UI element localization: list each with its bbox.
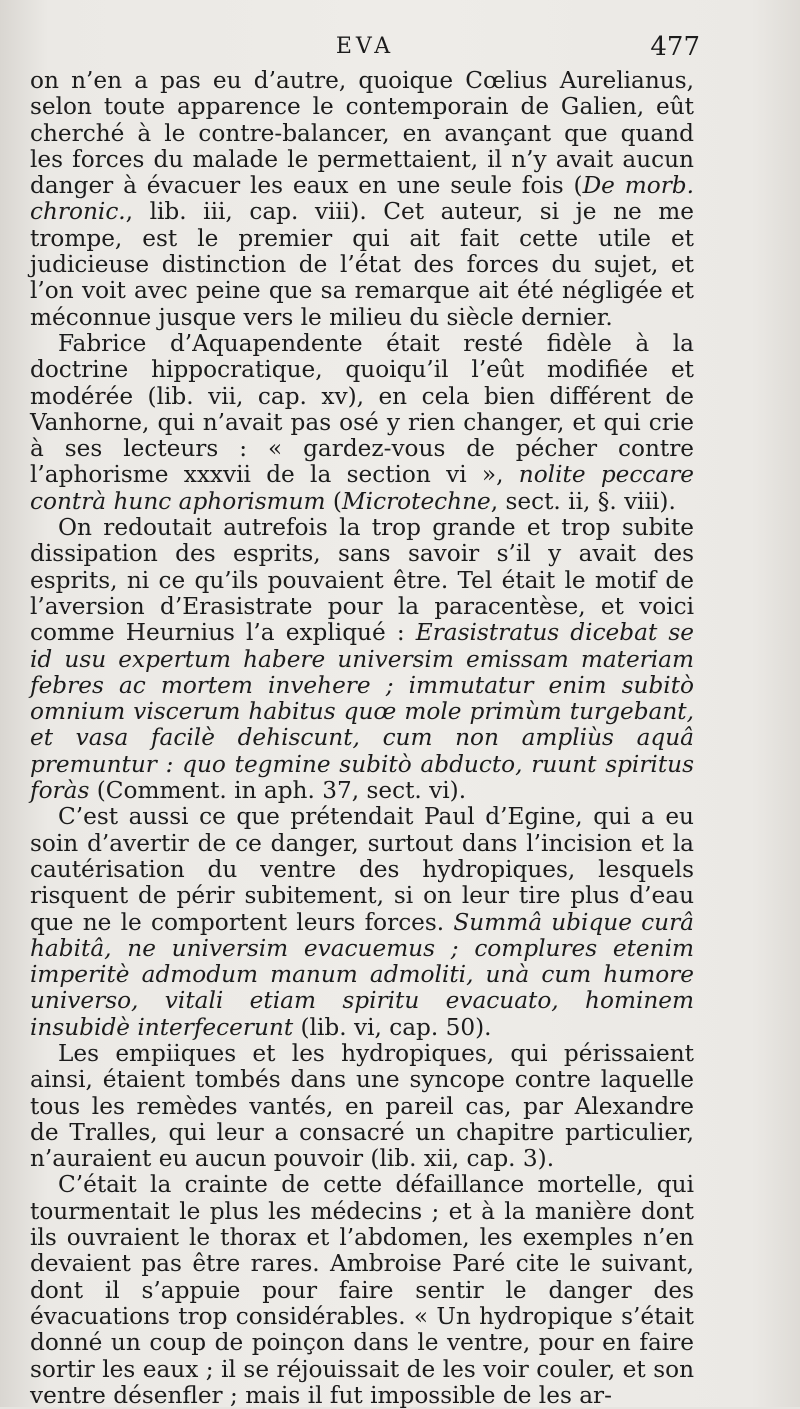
text-segment: , lib. iii, cap. viii). Cet auteur, si je ne me trompe, est le premier qui ait fait cette utile et judicieuse distinction de l’état des forces du sujet, et l’on voit avec peine que sa remarque ait été négligée et méconnue jusque vers le milieu du siècle dernier. xyxy=(30,198,694,331)
paragraph xyxy=(30,1172,694,1409)
text-segment: C’était la crainte de cette défaillance mortelle, qui tourmentait le plus les médecins ; et à la manière dont ils ouvraient le thorax et l’abdomen, les exemples n’en devaient pas être rares. Ambroise Paré cite le suivant, dont il s’appuie pour faire sentir le danger des évacuations trop considérables. « Un hydropique s’était donné un coup de poinçon dans le ventre, pour en faire sortir les eaux ; il se réjouissait de les voir couler, et son ventre désenfler ; mais il fut impossible de les ar- xyxy=(30,1171,694,1409)
italic-text-segment: Erasistratus dicebat se id usu expertum habere universim emissam materiam febres ac mortem invehere ; immutatur enim subitò omnium viscerum habitus quœ mole primùm turgebant, et vasa facilè dehiscunt, cum non ampliùs aquâ premuntur : quo tegmine subitò abducto, ruunt spiritus foràs xyxy=(30,619,694,805)
italic-text-segment: Microtechne xyxy=(341,487,491,515)
body-text xyxy=(30,68,694,1409)
paragraph xyxy=(30,1041,694,1172)
italic-text-segment: De morb. chronic. xyxy=(30,172,694,226)
text-segment: Fabrice d’Aquapendente était resté fidèle à la doctrine hippocratique, quoiqu’il l’eût modifiée et modérée (lib. vii, cap. xv), en cela bien différent de Vanhorne, qui n’avait pas osé y rien changer, et qui crie à ses lecteurs : « gardez-vous de pécher contre l’aphorisme xxxvii de la section vi », xyxy=(30,329,694,489)
page-header xyxy=(30,28,700,68)
paragraph xyxy=(30,68,694,331)
text-segment: (Comment. in aph. 37, sect. vi). xyxy=(89,777,467,805)
text-segment: Les empiiques et les hydropiques, qui périssaient ainsi, étaient tombés dans une syncope contre laquelle tous les remèdes vantés, en pareil cas, par Alexandre de Tralles, qui leur a consacré un chapitre particulier, n’auraient eu aucun pouvoir (lib. xii, cap. 3). xyxy=(30,1039,694,1173)
italic-text-segment: nolite peccare contrà hunc aphorismum xyxy=(30,461,695,515)
text-segment: ( xyxy=(325,487,342,515)
text-segment: C’est aussi ce que prétendait Paul d’Egine, qui a eu soin d’avertir de ce danger, surtout dans l’incision et la cautérisation du ventre des hydropiques, lesquels risquent de périr subitement, si on leur tire plus d’eau que ne le comportent leurs forces. xyxy=(30,803,694,936)
page-number: 477 xyxy=(650,32,700,62)
text-segment: on n’en a pas eu d’autre, quoique Cœlius Aurelianus, selon toute apparence le contemporain de Galien, eût cherché à le contre-balancer, en avançant que quand les forces du malade le permettaient, il n’y avait aucun danger à évacuer les eaux en une seule fois ( xyxy=(30,67,694,200)
paragraph xyxy=(30,331,694,515)
text-segment: On redoutait autrefois la trop grande et trop subite dissipation des esprits, sans savoir s’il y avait des esprits, ni ce qu’ils pouvaient être. Tel était le motif de l’aversion d’Erasistrate pour la paracentèse, et voici comme Heurnius l’a expliqué : xyxy=(30,514,694,647)
paragraph xyxy=(30,804,694,1041)
text-segment: (lib. vi, cap. 50). xyxy=(293,1013,492,1041)
running-head: EVA xyxy=(335,34,395,59)
paragraph xyxy=(30,515,694,804)
text-segment: , sect. ii, §. viii). xyxy=(490,487,676,515)
italic-text-segment: Summâ ubique curâ habitâ, ne universim evacuemus ; complures etenim imperitè admodum manum admoliti, unà cum humore universo, vitali etiam spiritu evacuato, hominem insubidè interfecerunt xyxy=(30,908,694,1041)
